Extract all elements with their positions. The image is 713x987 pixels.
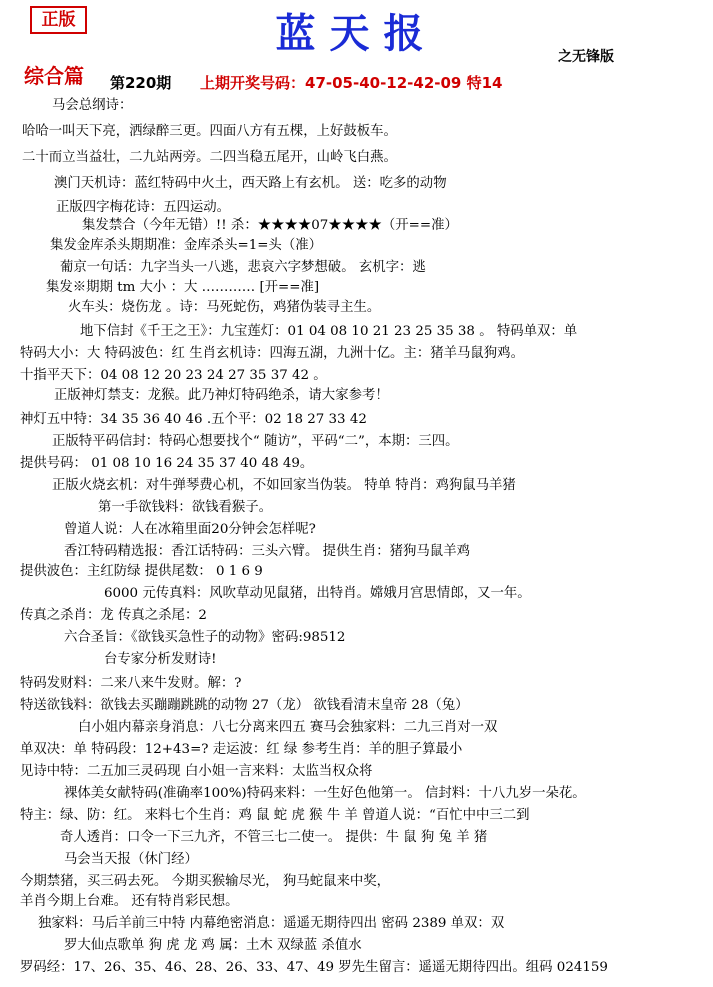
text-line: 集发禁合（今年无错）!! 杀：★★★★07★★★★（开==准）: [82, 218, 458, 233]
text-line: 见诗中特：二五加三灵码现 白小姐一言来料：太监当权众将: [20, 764, 373, 779]
page-title: 蓝天报: [275, 11, 438, 57]
text-line: 特主：绿、防：红。 来料七个生肖：鸡 鼠 蛇 虎 猴 牛 羊 曾道人说：“百忙中中三二到: [20, 808, 530, 823]
text-line: 地下信封《千王之王》：九宝莲灯：01 04 08 10 21 23 25 35 38 。 特码单双：单: [80, 324, 578, 339]
text-line: 奇人透肖：口令一下三九齐，不管三七二使一。 提供：牛 鼠 狗 兔 羊 猪: [60, 830, 488, 845]
authentic-badge: 正版: [30, 6, 87, 34]
text-line: 六合圣旨：《欲钱买急性子的动物》密码:98512: [64, 630, 346, 645]
text-line: 澳门天机诗：蓝红特码中火土，西天路上有玄机。 送：吃多的动物: [54, 176, 447, 191]
text-line: 正版火烧玄机：对牛弹琴费心机，不如回家当伪装。 特单 特肖：鸡狗鼠马羊猪: [52, 478, 516, 493]
text-line: 特送欲钱料：欲钱去买蹦蹦跳跳的动物 27（龙） 欲钱看清末皇帝 28（兔）: [20, 698, 469, 713]
text-line: 特码大小：大 特码波色：红 生肖玄机诗：四海五湖，九洲十亿。主：猪羊马鼠狗鸡。: [20, 346, 524, 361]
text-line: 十指平天下：04 08 12 20 23 24 27 35 37 42 。: [20, 368, 327, 383]
text-line: 羊肖今期上台难。 还有特肖彩民想。: [20, 894, 239, 909]
text-line: 曾道人说：人在冰箱里面20分钟会怎样呢?: [64, 522, 316, 537]
text-line: 香江特码精选报：香江话特码：三头六臂。 提供生肖：猪狗马鼠羊鸡: [64, 544, 470, 559]
text-line: 白小姐内幕亲身消息：八七分离来四五 赛马会独家料：二九三肖对一双: [78, 720, 498, 735]
text-line: 哈哈一叫天下亮，洒绿醉三更。四面八方有五棵，上好鼓板车。: [22, 124, 397, 139]
text-line: 独家料：马后羊前三中特 内幕绝密消息：遥遥无期待四出 密码 2389 单双：双: [38, 916, 505, 931]
text-line: 马会总纲诗：: [52, 98, 133, 113]
text-line: 特码发财料：二来八来牛发财。解：?: [20, 676, 242, 691]
text-line: 裸体美女献特码(准确率100%)特码来料：一生好色他第一。 信封料：十八九岁一朵花。: [64, 786, 586, 801]
text-line: 罗大仙点歌单 狗 虎 龙 鸡 属：土木 双绿蓝 杀值水: [64, 938, 362, 953]
text-line: 正版特平码信封：特码心想要找个“ 随访”，平码“二”，本期：三四。: [52, 434, 459, 449]
last-draw-numbers: 上期开奖号码：47-05-40-12-42-09 特14: [200, 74, 503, 92]
text-line: 正版神灯禁支：龙猴。此乃神灯特码绝杀，请大家参考！: [54, 388, 389, 403]
issue-number: 第220期: [110, 74, 172, 92]
text-line: 火车头：烧伤龙 。诗：马死蛇伤，鸡猪伪装寻主生。: [68, 300, 381, 315]
text-line: 二十而立当益壮，二九站两旁。二四当稳五尾开，山岭飞白燕。: [22, 150, 397, 165]
text-line: 提供波色：主红防绿 提供尾数： 0 1 6 9: [20, 564, 263, 579]
text-line: 单双决：单 特码段：12+43=? 走运波：红 绿 参考生肖：羊的胆子算最小: [20, 742, 463, 757]
text-line: 提供号码： 01 08 10 16 24 35 37 40 48 49。: [20, 456, 314, 471]
text-line: 马会当天报（休门经）: [64, 852, 198, 867]
text-line: 神灯五中特：34 35 36 40 46 .五个平：02 18 27 33 42: [20, 412, 367, 427]
text-line: 正版四字梅花诗：五四运动。: [56, 200, 231, 215]
text-line: 6000 元传真料：风吹草动见鼠猪，出特肖。嫦娥月宫思情郎，又一年。: [104, 586, 531, 601]
text-line: 集发※期期 tm 大小 ：大 ………… [开==准]: [46, 280, 320, 295]
section-label: 综合篇: [24, 64, 84, 88]
text-line: 葡京一句话：九字当头一八逃，悲哀六字梦想破。 玄机字：逃: [60, 260, 426, 275]
text-line: 第一手欲钱料：欲钱看猴子。: [98, 500, 273, 515]
text-line: 传真之杀肖：龙 传真之杀尾：2: [20, 608, 207, 623]
text-line: 罗码经：17、26、35、46、28、26、33、47、49 罗先生留言：遥遥无期待四出。组码 024159: [20, 960, 608, 975]
edition-label: 之无锋版: [558, 49, 614, 65]
text-line: 集发金库杀头期期准：金库杀头=1=头（准）: [50, 238, 322, 253]
text-line: 今期禁猪，买三码去死。 今期买猴输尽光， 狗马蛇鼠来中奖，: [20, 874, 391, 889]
text-line: 台专家分析发财诗!: [104, 652, 217, 667]
